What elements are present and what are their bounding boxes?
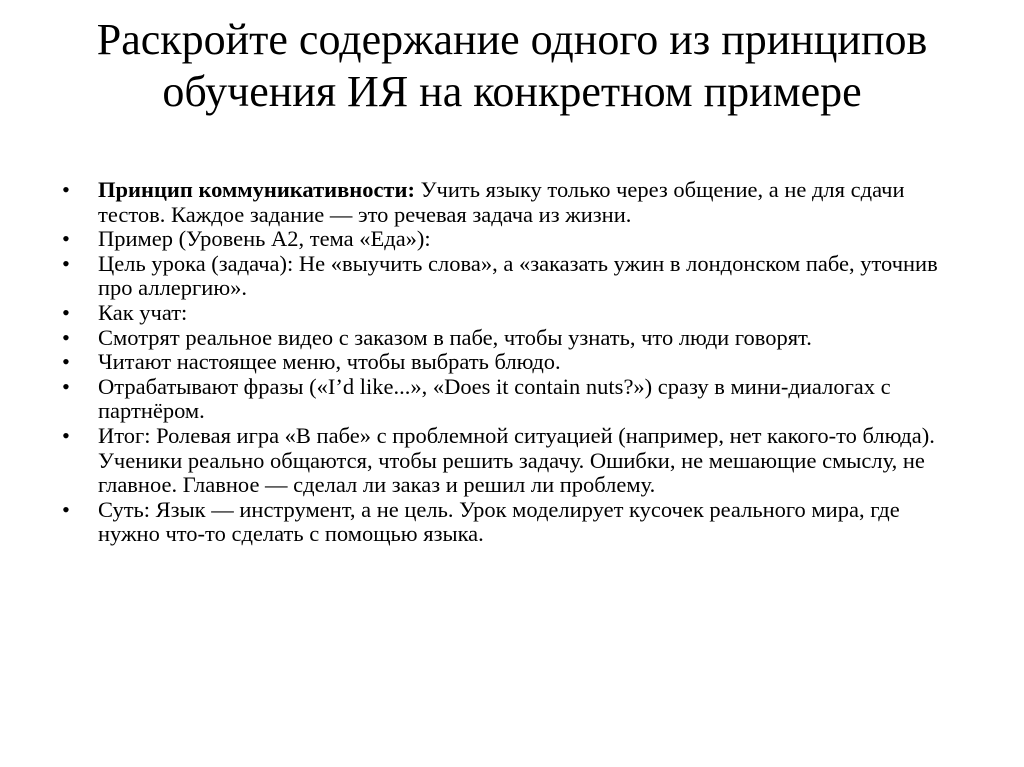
list-item xyxy=(62,424,962,498)
list-item xyxy=(62,252,962,301)
bullet-icon: • xyxy=(62,373,70,399)
bullet-text: Учить языку только через общение, а не для сдачи тестов. Каждое задание — это речевая задача из жизни. xyxy=(98,177,905,227)
list-item xyxy=(62,350,962,375)
bullet-icon: • xyxy=(62,177,70,202)
bullet-icon: • xyxy=(62,226,70,252)
slide-title: Раскройте содержание одного из принципов обучения ИЯ на конкретном примере xyxy=(96,15,928,116)
list-item xyxy=(62,326,962,351)
bullet-text: Читают настоящее меню, чтобы выбрать блюдо. xyxy=(98,349,561,375)
bullet-icon: • xyxy=(62,349,70,375)
list-item xyxy=(62,178,962,227)
list-item xyxy=(62,498,962,547)
bullet-text: Как учат: xyxy=(98,299,188,325)
bullet-icon: • xyxy=(62,496,70,522)
bullet-icon: • xyxy=(62,422,70,448)
bullet-text: Цель урока (задача): Не «выучить слова», а «заказать ужин в лондонском пабе, уточнив про аллергию». xyxy=(98,250,938,301)
bullet-list xyxy=(62,178,962,547)
bullet-text: Пример (Уровень A2, тема «Еда»): xyxy=(98,226,431,252)
bullet-text: Итог: Ролевая игра «В пабе» с проблемной ситуацией (например, нет какого-то блюда). Ученики реально общаются, чтобы решить задачу. Ошибки, не мешающие смыслу, не главное. Главное — сделал ли заказ и решил ли проблему. xyxy=(98,422,935,498)
bullet-text: Смотрят реальное видео с заказом в пабе, чтобы узнать, что люди говорят. xyxy=(98,324,812,350)
bullet-text: Суть: Язык — инструмент, а не цель. Урок моделирует кусочек реального мира, где нужно что-то сделать с помощью языка. xyxy=(98,496,900,547)
list-item xyxy=(62,301,962,326)
list-item xyxy=(62,227,962,252)
bullet-text: Отрабатывают фразы («I’d like...», «Does it contain nuts?») сразу в мини-диалогах с партнёром. xyxy=(98,373,891,424)
bullet-icon: • xyxy=(62,250,70,276)
list-item xyxy=(62,375,962,424)
bullet-lead: Принцип коммуникативности: xyxy=(98,177,415,202)
bullet-icon: • xyxy=(62,324,70,350)
bullet-icon: • xyxy=(62,299,70,325)
